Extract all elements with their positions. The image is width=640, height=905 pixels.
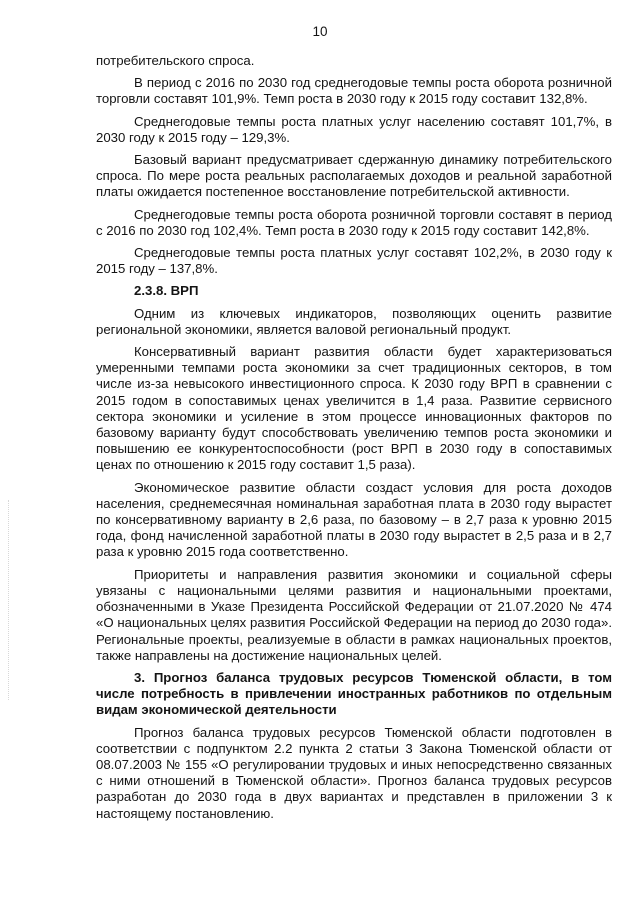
paragraph-continuation: потребительского спроса. bbox=[96, 53, 255, 68]
document-body bbox=[96, 53, 612, 828]
paragraph-base-variant: Базовый вариант предусматривает сдержанную динамику потребительского спроса. По мере роста реальных располагаемых доходов и реальной заработной платы ожидается постепенное восстановление потребительской активности. bbox=[96, 152, 612, 200]
paragraph-retail-conservative: В период с 2016 по 2030 год среднегодовые темпы роста оборота розничной торговли составят 101,9%. Темп роста в 2030 году к 2015 году составит 132,8%. bbox=[96, 75, 612, 107]
paragraph-labor-balance: Прогноз баланса трудовых ресурсов Тюменской области подготовлен в соответствии с подпунктом 2.2 пункта 2 статьи 3 Закона Тюменской области от 08.07.2003 № 155 «О регулировании трудовых и иных непосредственно связанных с ними отношений в Тюменской области». Прогноз баланса трудовых ресурсов разработан до 2030 года в двух вариантах и представлен в приложении 3 к настоящему постановлению. bbox=[96, 724, 612, 821]
page-number: 10 bbox=[312, 24, 328, 39]
paragraph-retail-base: Среднегодовые темпы роста оборота розничной торговли составят в период с 2016 по 2030 год 102,4%. Темп роста в 2030 году к 2015 году составит 142,8%. bbox=[96, 206, 612, 238]
paragraph-grp-intro: Одним из ключевых индикаторов, позволяющих оценить развитие региональной экономики, является валовой региональный продукт. bbox=[96, 305, 612, 337]
paragraph-grp-variants: Консервативный вариант развития области будет характеризоваться умеренными темпами роста экономики за счет традиционных секторов, в том числе из-за невысокого инвестиционного спроса. К 2030 году ВРП в сравнении с 2015 годом в сопоставимых ценах увеличится в 1,4 раза. Развитие сервисного сектора экономики и усиление в этом процессе инновационных факторов по базовому варианту будут способствовать увеличению темпов роста экономики и повышению ее конкурентоспособности (рост ВРП в 2030 году в сопоставимых ценах по отношению к 2015 году составит 1,5 раза). bbox=[96, 344, 612, 473]
paragraph-services-conservative: Среднегодовые темпы роста платных услуг населению составят 101,7%, в 2030 году к 2015 году – 129,3%. bbox=[96, 113, 612, 145]
scan-edge-mark bbox=[8, 500, 10, 700]
paragraph-national-goals: Приоритеты и направления развития экономики и социальной сферы увязаны с национальными целями развития и национальными проектами, обозначенными в Указе Президента Российской Федерации от 21.07.2020 № 474 «О национальных целях развития Российской Федерации на период до 2030 года». Региональные проекты, реализуемые в области в рамках национальных проектов, также направлены на достижение национальных целей. bbox=[96, 566, 612, 663]
subsection-heading-grp: 2.3.8. ВРП bbox=[134, 283, 199, 299]
paragraph-income-growth: Экономическое развитие области создаст условия для роста доходов населения, среднемесячная номинальная заработная плата в 2030 году вырастет по консервативному варианту в 2,6 раза, по базовому – в 2,7 раза к уровню 2015 года, фонд начисленной заработной платы в 2030 году вырастет в 2,5 раза и в 2,7 раза к уровню 2015 года соответственно. bbox=[96, 479, 612, 560]
section-heading-labor-balance: 3. Прогноз баланса трудовых ресурсов Тюменской области, в том числе потребность в привлечении иностранных работников по отдельным видам экономической деятельности bbox=[96, 669, 612, 718]
paragraph-services-base: Среднегодовые темпы роста платных услуг составят 102,2%, в 2030 году к 2015 году – 137,8%. bbox=[96, 245, 612, 277]
